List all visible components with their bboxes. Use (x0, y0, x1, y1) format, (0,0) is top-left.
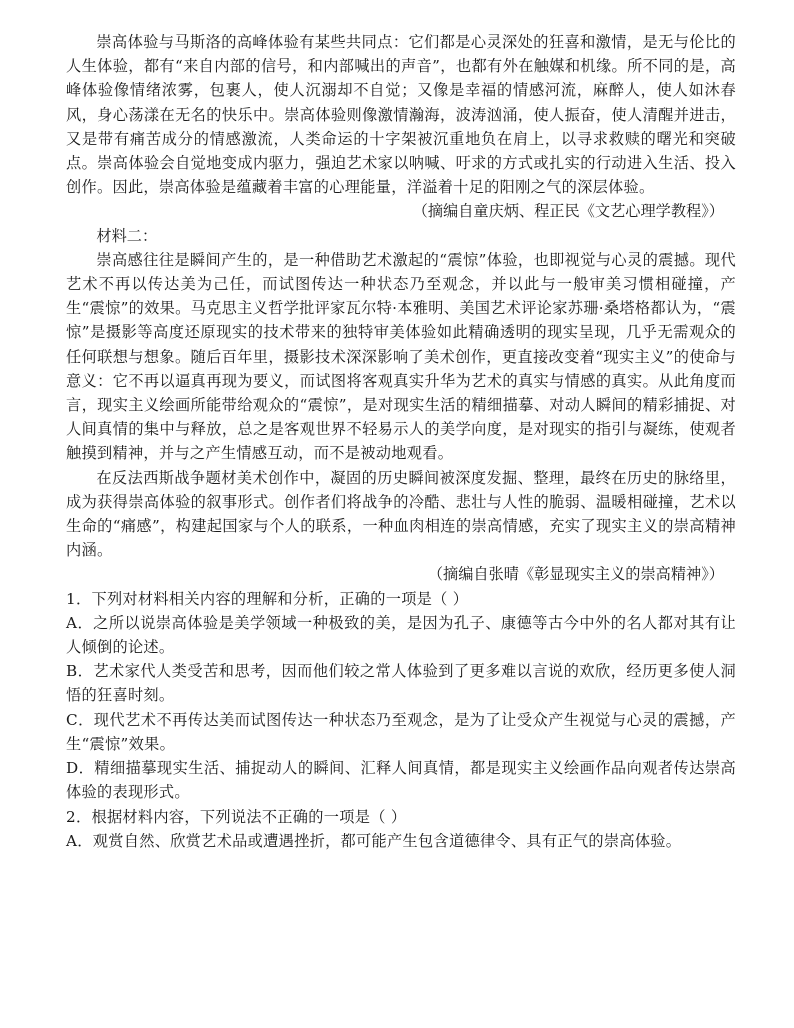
question-1-option-c: C．现代艺术不再传达美而试图传达一种状态乃至观念，是为了让受众产生视觉与心灵的震撼，产生“震惊”效果。 (66, 710, 736, 753)
material2-source: （摘编自张晴《彰显现实主义的崇高精神》） (427, 565, 724, 584)
question-1-stem: 1．下列对材料相关内容的理解和分析，正确的一项是（ ） (66, 589, 469, 608)
question-1-option-a: A．之所以说崇高体验是美学领域一种极致的美，是因为孔子、康德等古今中外的名人都对其有让人倾倒的论述。 (66, 613, 736, 657)
material1-paragraph: 崇高体验与马斯洛的高峰体验有某些共同点：它们都是心灵深处的狂喜和激情，是无与伦比的人生体验，都有“来自内部的信号，和内部喊出的声音”，也都有外在触媒和机缘。所不同的是，高峰体验像情绪浓雾，包裹人，使人沉溺却不自觉；又像是幸福的情感河流，麻醉人，使人如沐春风，身心荡漾在无名的快乐中。崇高体验则像激情瀚海，波涛汹涌，使人振奋，使人清醒并进击，又是带有痛苦成分的情感激流，人类命运的十字架被沉重地负在肩上，以寻求救赎的曙光和突破点。崇高体验会自觉地变成内驱力，强迫艺术家以呐喊、吁求的方式或扎实的行动进入生活、投入创作。因此，崇高体验是蕴藏着丰富的心理能量，洋溢着十足的阳刚之气的深层体验。 (66, 33, 736, 197)
material1-source: （摘编自童庆炳、程正民《文艺心理学教程》） (412, 202, 724, 221)
question-1-option-b: B．艺术家代人类受苦和思考，因而他们较之常人体验到了更多难以言说的欢欣，经历更多使人洞悟的狂喜时刻。 (66, 662, 736, 705)
material2-paragraph-1: 崇高感往往是瞬间产生的，是一种借助艺术激起的“震惊”体验，也即视觉与心灵的震撼。现代艺术不再以传达美为己任，而试图传达一种状态乃至观念，并以此与一般审美习惯相碰撞，产生“震惊”的效果。马克思主义哲学批评家瓦尔特·本雅明、美国艺术评论家苏珊·桑塔格都认为，“震惊”是摄影等高度还原现实的技术带来的独特审美体验如此精确透明的现实呈现，几乎无需观众的任何联想与想象。随后百年里，摄影技术深深影响了美术创作，更直接改变着“现实主义”的使命与意义：它不再以逼真再现为要义，而试图将客观真实升华为艺术的真实与情感的真实。从此角度而言，现实主义绘画所能带给观众的“震惊”，是对现实生活的精细描摹、对动人瞬间的精彩捕捉、对人间真情的集中与释放，总之是客观世界不轻易示人的美学向度，是对现实的指引与凝练，使观者触摸到精神，并与之产生情感互动，而不是被动地观看。 (66, 250, 736, 463)
question-2-stem: 2．根据材料内容，下列说法不正确的一项是（ ） (66, 807, 407, 826)
question-1-option-d: D．精细描摹现实生活、捕捉动人的瞬间、汇释人间真情，都是现实主义绘画作品向观者传达崇高体验的表现形式。 (66, 759, 736, 802)
material2-heading: 材料二： (96, 226, 158, 245)
document-page (66, 30, 736, 853)
material2-paragraph-2: 在反法西斯战争题材美术创作中，凝固的历史瞬间被深度发掘、整理，最终在历史的脉络里，成为获得崇高体验的叙事形式。创作者们将战争的冷酷、悲壮与人性的脆弱、温暖相碰撞，艺术以生命的“痛感”，构建起国家与个人的联系，一种血肉相连的崇高情感，充实了现实主义的崇高精神内涵。 (66, 468, 736, 560)
question-2-option-a: A．观赏自然、欣赏艺术品或遭遇挫折，都可能产生包含道德律令、具有正气的崇高体验。 (66, 831, 682, 850)
